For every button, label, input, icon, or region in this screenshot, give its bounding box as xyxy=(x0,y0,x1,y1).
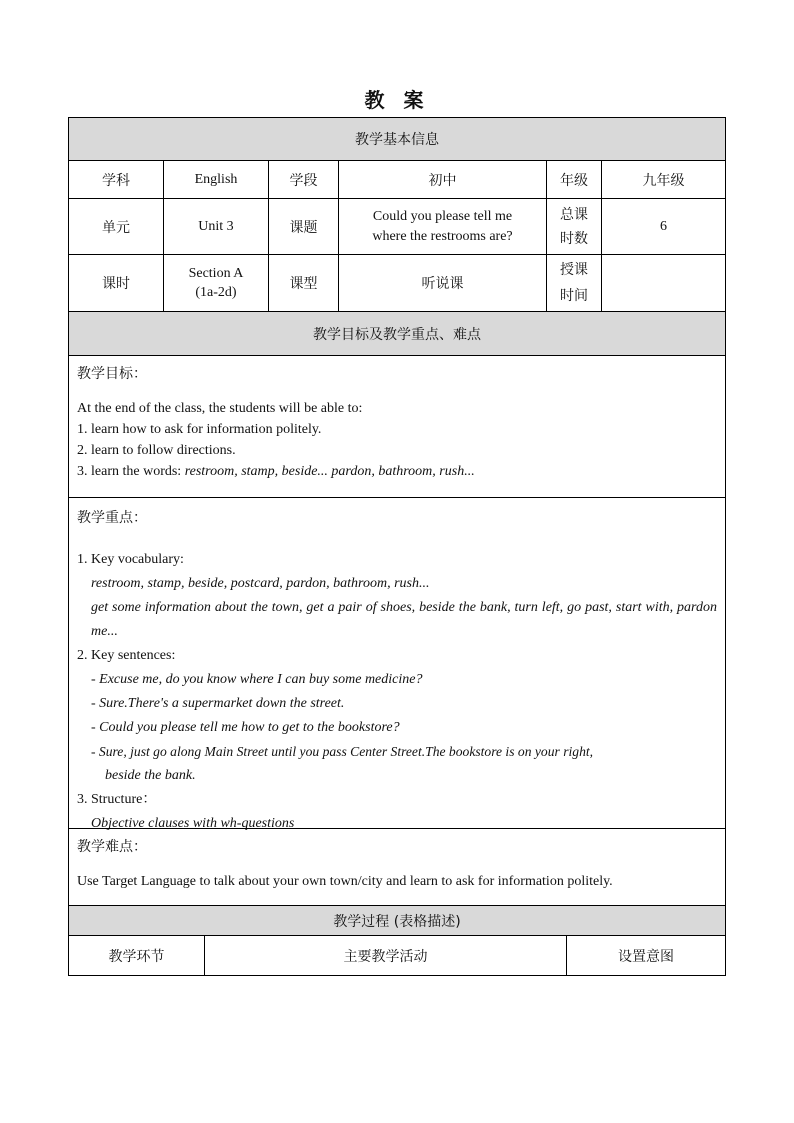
label-topic: 课题 xyxy=(268,198,339,255)
difficulty-block xyxy=(68,828,726,906)
section-process xyxy=(68,905,726,936)
structure-title: 3. Structure： xyxy=(77,792,157,807)
value-stage: 初中 xyxy=(338,160,547,199)
label-grade: 年级 xyxy=(546,160,602,199)
difficulty-text: Use Target Language to talk about your own town/city and learn to ask for information politely. xyxy=(77,874,613,889)
key-points-block xyxy=(68,497,726,829)
label-stage: 学段 xyxy=(268,160,339,199)
key-sentence: - Could you please tell me how to get to the bookstore? xyxy=(91,720,400,735)
label-teaching-time: 授课 时间 xyxy=(546,254,602,312)
value-unit: Unit 3 xyxy=(163,198,269,255)
section-process-label: 教学过程 (表格描述) xyxy=(333,913,461,930)
key-sentence-continued: beside the bank. xyxy=(105,768,196,783)
key-vocab-line: get some information about the town, get a pair of shoes, beside the bank, turn left, go past, start with, pardon me... xyxy=(91,600,717,639)
value-lesson-type: 听说课 xyxy=(338,254,547,312)
value-period: Section A (1a-2d) xyxy=(163,254,269,312)
value-subject: English xyxy=(163,160,269,199)
key-sentences-title: 2. Key sentences: xyxy=(77,648,176,663)
label-total-hours: 总课 时数 xyxy=(546,198,602,255)
label-lesson-type: 课型 xyxy=(268,254,339,312)
section-basic-info xyxy=(68,117,726,161)
section-objectives-label: 教学目标及教学重点、难点 xyxy=(313,326,481,343)
key-sentence: - Sure.There's a supermarket down the street. xyxy=(91,696,345,711)
key-sentence: - Sure, just go along Main Street until you pass Center Street.The bookstore is on your right, xyxy=(91,744,594,759)
page-title: 教 案 xyxy=(364,88,430,112)
process-col-intent: 设置意图 xyxy=(566,935,726,976)
value-topic: Could you please tell me where the restrooms are? xyxy=(338,198,547,255)
structure-text: Objective clauses with wh-questions xyxy=(91,816,295,831)
value-grade: 九年级 xyxy=(601,160,726,199)
label-subject: 学科 xyxy=(68,160,164,199)
teaching-goal-item: 3. learn the words: restroom, stamp, beside... pardon, bathroom, rush... xyxy=(77,464,475,479)
section-objectives xyxy=(68,311,726,356)
teaching-goal-item: 1. learn how to ask for information politely. xyxy=(77,422,322,437)
label-unit: 单元 xyxy=(68,198,164,255)
label-period: 课时 xyxy=(68,254,164,312)
key-vocab-title: 1. Key vocabulary: xyxy=(77,552,184,567)
teaching-goal-item: 2. learn to follow directions. xyxy=(77,443,236,458)
key-vocab-line: restroom, stamp, beside, postcard, pardon, bathroom, rush... xyxy=(91,576,430,591)
teaching-goals-intro: At the end of the class, the students will be able to: xyxy=(77,401,363,416)
key-points-label: 教学重点： xyxy=(77,510,147,526)
process-col-activities: 主要教学活动 xyxy=(204,935,567,976)
value-teaching-time xyxy=(601,254,726,312)
difficulty-label: 教学难点： xyxy=(77,839,147,855)
teaching-goals-block xyxy=(68,355,726,498)
section-basic-info-label: 教学基本信息 xyxy=(355,132,439,148)
value-total-hours: 6 xyxy=(601,198,726,255)
teaching-goals-label: 教学目标： xyxy=(77,366,147,382)
key-sentence: - Excuse me, do you know where I can buy some medicine? xyxy=(91,672,423,687)
process-col-stage: 教学环节 xyxy=(68,935,205,976)
